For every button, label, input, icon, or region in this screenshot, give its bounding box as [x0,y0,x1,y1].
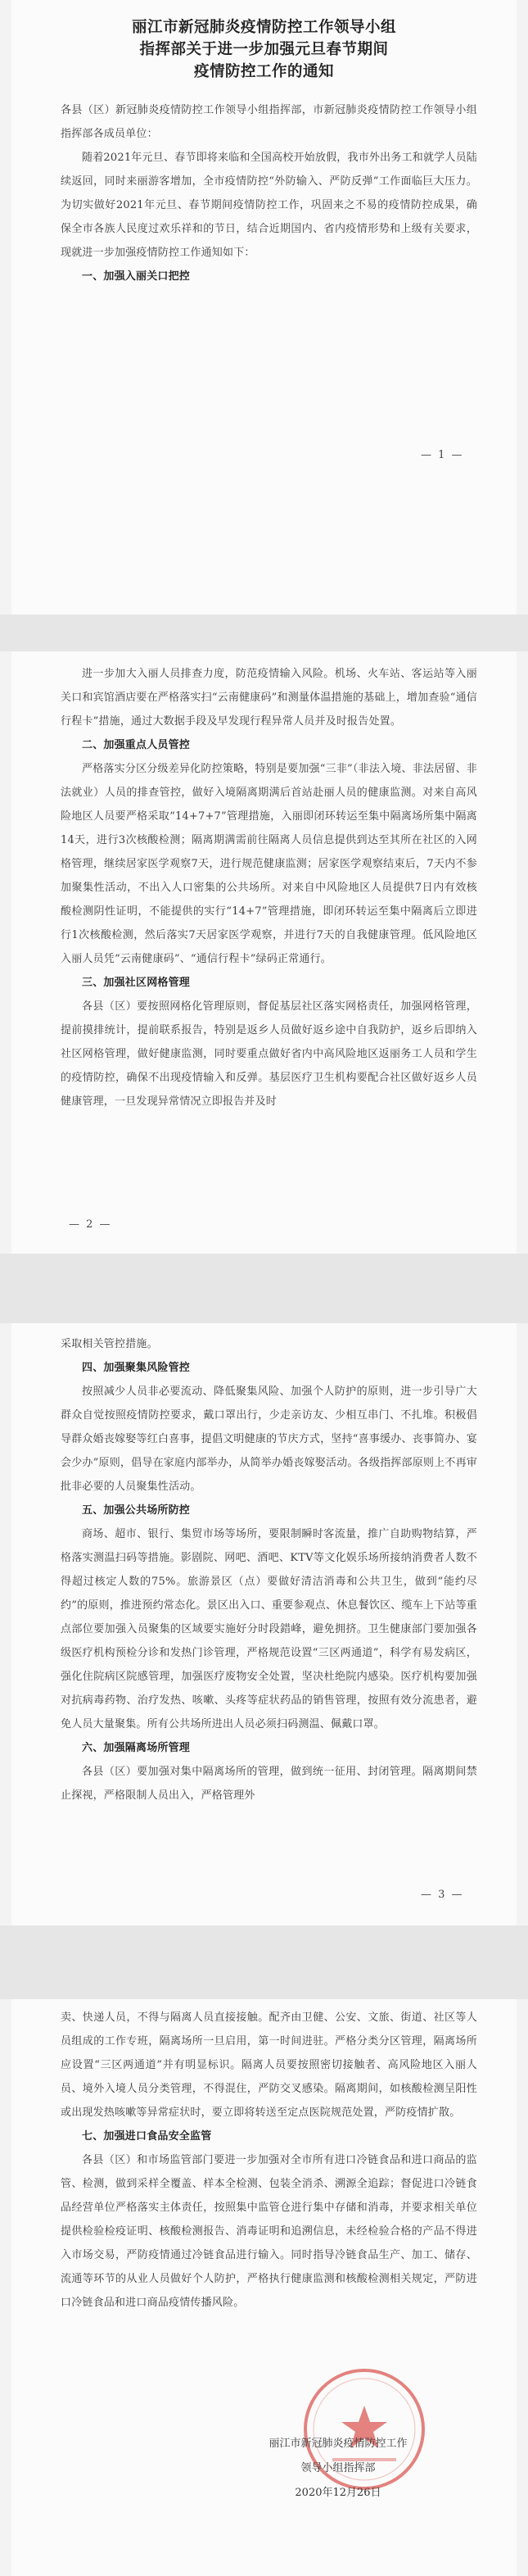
page-2 [11,651,517,1254]
title-line-2: 指挥部关于进一步加强元旦春节期间 [139,41,389,58]
page-separator [0,1254,528,1323]
section-4-body: 按照减少人员非必要流动、降低聚集风险、加强个人防护的原则，进一步引导广大群众自觉按照疫情防控要求，戴口罩出行，少走亲访友、少相互串门、不扎堆。积极倡导群众婚丧嫁娶等红白喜事，提倡文明健康的节庆方式，坚持“喜事缓办、丧事简办、宴会少办”原则，倡导在家庭内部举办，从简举办婚丧嫁娶活动。各级指挥部原则上不再审批非必要的人员聚集性活动。 [61,1386,477,1493]
section-6-body: 各县（区）要加强对集中隔离场所的管理，做到统一征用、封闭管理。隔离期间禁止探视，严格限制人员出入，严格管理外 [61,1766,477,1802]
signature-org-line-2: 领导小组指挥部 [300,2462,376,2474]
page-number-3: — 3 — [421,1889,464,1901]
section-heading-4: 四、加强聚集风险管控 [82,1362,191,1374]
title-line-1: 丽江市新冠肺炎疫情防控工作领导小组 [131,19,396,36]
section-2-body: 严格落实分区分级差异化防控策略，特别是要加强“三非”（非法入境、非法居留、非法就业）人员的排查管控，做好入境隔离期满后首站赴丽人员的健康监测。对来自高风险地区人员要严格采取“14+7+7”管理措施，入丽即闭环转运至集中隔离场所集中隔离14天，进行3次核酸检测；隔离期满需前往隔离人员信息提供到达至其所在社区的入网格管理，继续居家医学观察7天，进行规范健康监测；居家医学观察结束后，7天内不参加聚集性活动，不出入人口密集的公共场所。对来自中风险地区人员提供7日内有效核酸检测阴性证明，不能提供的实行“14+7”管理措施，即闭环转运至集中隔离后立即进行1次核酸检测，然后落实7天居家医学观察，并进行7天的自我健康管理。低风险地区入丽人员凭“云南健康码”、“通信行程卡”绿码正常通行。 [61,763,477,965]
page-3 [11,1323,517,1925]
section-heading-5: 五、加强公共场所防控 [82,1504,191,1517]
title-line-3: 疫情防控工作的通知 [193,63,334,80]
section-heading-7: 七、加强进口食品安全监管 [82,2130,212,2143]
page-3-body [61,1332,477,1807]
section-3-body: 各县（区）要按照网格化管理原则，督促基层社区落实网格责任，加强网格管理，提前摸排统计，提前联系报告，特别是返乡人员做好返乡途中自我防护，返乡后即纳入社区网格管理，做好健康监测，同时要重点做好省内中高风险地区返丽务工人员和学生的疫情防控，确保不出现疫情输入和反弹。基层医疗卫生机构要配合社区做好返乡人员健康管理，一旦发现异常情况立即报告并及时 [61,1000,477,1108]
page-separator [0,615,528,651]
page-1-body [61,98,477,288]
section-7-body: 各县（区）和市场监管部门要进一步加强对全市所有进口冷链食品和进口商品的监管、检测，做到采样全覆盖、样本全检测、包装全消杀、溯源全追踪；督促进口冷链食品经营单位严格落实主体责任，按照集中监管仓进行集中存储和消毒，并要求相关单位提供检验检疫证明、核酸检测报告、消毒证明和追溯信息，未经检验合格的产品不得进入市场交易，严防疫情通过冷链食品进行输入。同时指导冷链食品生产、加工、储存、流通等环节的从业人员做好个人防护，严格执行健康监测和核酸检测相关规定，严防进口冷链食品和进口商品疫情传播风险。 [61,2154,477,2309]
page-1 [11,0,517,615]
signature-org-line-1: 丽江市新冠肺炎疫情防控工作 [269,2438,408,2450]
intro-paragraph: 随着2021年元旦、春节即将来临和全国高校开始放假，我市外出务工和就学人员陆续返回，同时来丽游客增加，全市疫情防控“外防输入、严防反弹”工作面临巨大压力。为切实做好2021年元旦、春节期间疫情防控工作，巩固来之不易的疫情防控成果，确保全市各族人民度过欢乐祥和的节日，结合近期国内、省内疫情形势和上级有关要求，现就进一步加强疫情防控工作通知如下： [61,152,477,259]
page-2-body [61,662,477,1113]
page-number-1: — 1 — [421,449,464,461]
section-heading-6: 六、加强隔离场所管理 [82,1742,191,1754]
section-heading-1: 一、加强入丽关口把控 [82,270,191,283]
addressee: 各县（区）新冠肺炎疫情防控工作领导小组指挥部，市新冠肺炎疫情防控工作领导小组指挥部各成员单位： [61,104,477,140]
section-6-continued: 卖、快递人员，不得与隔离人员直接接触。配齐由卫健、公安、文旅、街道、社区等人员组成的工作专班，隔离场所一旦启用，第一时间进驻。严格分类分区管理，隔离场所应设置“三区两通道”并有明显标识。隔离人员要按照密切接触者、高风险地区入丽人员、境外入境人员分类管理，不得混住，严防交叉感染。隔离期间，如核酸检测呈阳性或出现发热咳嗽等异常症状时，要立即将转送至定点医院规范处置，严防疫情扩散。 [61,2011,477,2119]
section-1-body: 进一步加大入丽人员排查力度，防范疫情输入风险。机场、火车站、客运站等入丽关口和宾馆酒店要在严格落实扫“云南健康码”和测量体温措施的基础上，增加查验“通信行程卡”措施，通过大数据手段及早发现行程异常人员并及时报告处置。 [61,668,477,728]
section-heading-3: 三、加强社区网格管理 [82,977,191,989]
section-3-continued: 采取相关管控措施。 [61,1338,158,1350]
section-5-body: 商场、超市、银行、集贸市场等场所，要限制瞬时客流量，推广自助购物结算，严格落实测温扫码等措施。影剧院、网吧、酒吧、KTV等文化娱乐场所接纳消费者人数不得超过核定人数的75%。旅游景区（点）要做好清洁消毒和公共卫生，做到“能约尽约”的原则，推进预约常态化。景区出入口、重要参观点、休息餐饮区、缆车上下站等重点部位要加强入员聚集的区域要实施好分时段錯峰，避免拥挤。卫生健康部门要加强各级医疗机构预检分诊和发热门诊管理，严格规范设置“三区两通道”，科学有易发病区，强化住院病区院感管理，加强医疗废物安全处置，坚决杜绝院内感染。医疗机构要加强对抗病毒药物、治疗发热、咳嗽、头疼等症状药品的销售管理，按照有效分流患者，避免人员大量聚集。所有公共场所进出人员必须扫码测温、佩戴口罩。 [61,1528,477,1730]
page-separator [0,1925,528,1999]
page-number-2: — 2 — [69,1218,112,1231]
signature-block [240,2432,436,2506]
section-heading-2: 二、加强重点人员管控 [82,739,191,751]
page-4-body [61,2006,477,2315]
document-title [11,16,517,83]
signature-date: 2020年12月26日 [295,2487,381,2499]
